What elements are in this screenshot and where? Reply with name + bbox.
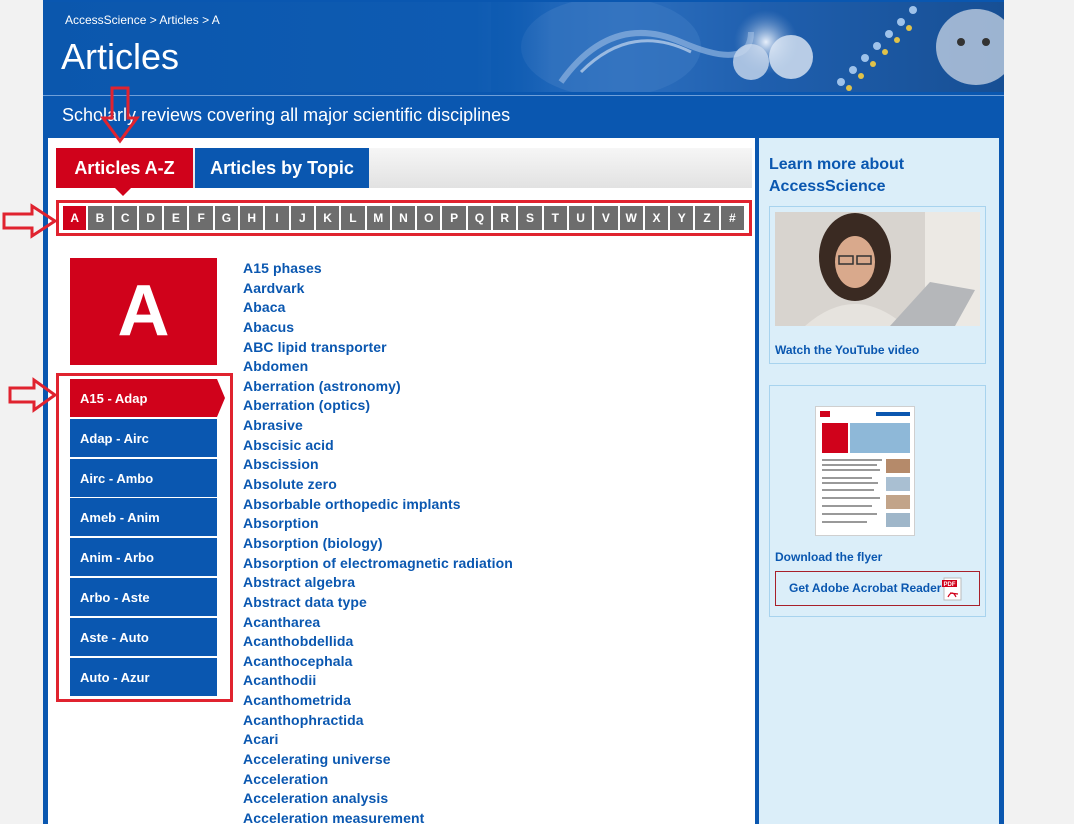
article-link[interactable]: Acanthobdellida [243,633,354,650]
list-item [243,810,513,824]
watch-youtube-video-link[interactable]: Watch the YouTube video [775,343,920,357]
article-link[interactable]: Acanthodii [243,672,317,689]
list-item [243,692,513,712]
download-flyer-link[interactable]: Download the flyer [775,550,883,564]
article-link[interactable]: Acanthophractida [243,711,364,728]
article-link[interactable]: Aardvark [243,279,305,296]
article-link[interactable]: Accelerating universe [243,751,391,768]
list-item [243,614,513,634]
list-item [243,515,513,535]
list-item [243,319,513,339]
article-link[interactable]: Absorption [243,515,319,532]
article-link[interactable]: Acceleration [243,770,329,787]
letter-w-button[interactable]: W [620,206,643,230]
letter-d-button[interactable]: D [139,206,162,230]
list-item [243,653,513,673]
article-link[interactable]: Abacus [243,318,295,335]
video-card [769,206,986,364]
letter-b-button[interactable]: B [88,206,111,230]
article-list [243,260,513,824]
list-item [243,731,513,751]
sidebar-heading: Learn more about AccessScience [769,156,905,195]
list-item [243,712,513,732]
article-link[interactable]: Abrasive [243,417,303,434]
article-link[interactable]: Aberration (astronomy) [243,377,401,394]
letter-o-button[interactable]: O [417,206,440,230]
tab-articles-by-topic[interactable]: Articles by Topic [195,148,369,188]
letter-l-button[interactable]: L [341,206,364,230]
hero-banner-image [491,2,1004,92]
article-link[interactable]: Abaca [243,299,286,316]
breadcrumb-current: A [211,13,220,27]
main-content [48,138,755,824]
range-item[interactable]: A15 - Adap [70,379,217,418]
breadcrumb [65,13,220,27]
letter-j-button[interactable]: J [291,206,314,230]
article-link[interactable]: Acanthocephala [243,652,353,669]
article-link[interactable]: Absorption of electromagnetic radiation [243,554,513,571]
list-item [243,260,513,280]
letter-v-button[interactable]: V [594,206,617,230]
letter-a-button[interactable]: A [63,206,86,230]
list-item [243,417,513,437]
article-link[interactable]: Abstract algebra [243,574,356,591]
page-title: Articles [61,36,180,77]
breadcrumb-articles-link[interactable]: Articles [159,13,199,27]
tab-bar [56,148,752,188]
range-item[interactable]: Auto - Azur [70,658,217,697]
range-item[interactable]: Anim - Arbo [70,538,217,577]
letter-f-button[interactable]: F [189,206,212,230]
letter-s-button[interactable]: S [518,206,541,230]
list-item [243,339,513,359]
letter-m-button[interactable]: M [367,206,390,230]
flyer-preview-image [816,407,915,536]
page-header [43,2,1004,92]
article-link[interactable]: A15 phases [243,260,322,276]
letter-n-button[interactable]: N [392,206,415,230]
article-link[interactable]: Abdomen [243,358,309,375]
letter-p-button[interactable]: P [442,206,465,230]
letter-e-button[interactable]: E [164,206,187,230]
letter-g-button[interactable]: G [215,206,238,230]
letter-c-button[interactable]: C [114,206,137,230]
list-item [243,574,513,594]
letter-hash-button[interactable]: # [721,206,744,230]
video-thumbnail[interactable] [775,212,980,326]
list-item [243,358,513,378]
letter-q-button[interactable]: Q [468,206,491,230]
breadcrumb-separator: > [146,13,160,27]
range-item[interactable]: Arbo - Aste [70,578,217,617]
list-item [243,771,513,791]
woman-with-laptop-image [775,212,980,326]
list-item [243,594,513,614]
current-letter-heading: A [70,258,217,365]
breadcrumb-separator: > [198,13,212,27]
flyer-thumbnail[interactable] [815,406,915,536]
article-link[interactable]: Aberration (optics) [243,397,371,414]
flyer-card [769,385,986,617]
list-item [243,378,513,398]
letter-h-button[interactable]: H [240,206,263,230]
list-item [243,555,513,575]
list-item [243,437,513,457]
list-item [243,299,513,319]
tab-articles-a-z[interactable]: Articles A-Z [56,148,193,188]
article-link[interactable]: Acceleration analysis [243,790,389,807]
article-link[interactable]: Absorbable orthopedic implants [243,495,461,512]
list-item [243,790,513,810]
breadcrumb-home-link[interactable]: AccessScience [65,13,147,27]
right-sidebar [759,138,999,824]
down-arrow-annotation-icon [100,86,140,144]
acrobat-button-label: Get Adobe Acrobat Reader [789,581,942,595]
list-item [243,397,513,417]
article-link[interactable]: Acanthometrida [243,692,351,709]
letter-u-button[interactable]: U [569,206,592,230]
right-arrow-annotation-icon [2,203,58,239]
list-item [243,476,513,496]
alphabet-letter-bar [56,200,752,236]
list-item [243,535,513,555]
list-item [243,672,513,692]
letter-x-button[interactable]: X [645,206,668,230]
range-item[interactable]: Aste - Auto [70,618,217,657]
letter-y-button[interactable]: Y [670,206,693,230]
article-link[interactable]: Abscission [243,456,319,473]
letter-r-button[interactable]: R [493,206,516,230]
range-item[interactable]: Airc - Ambo [70,459,217,498]
letter-z-button[interactable]: Z [695,206,718,230]
range-item[interactable]: Adap - Airc [70,419,217,458]
article-range-list [56,373,233,702]
letter-k-button[interactable]: K [316,206,339,230]
right-arrow-annotation-icon [8,377,58,413]
list-item [243,280,513,300]
article-link[interactable]: Abscisic acid [243,436,334,453]
range-item[interactable]: Ameb - Anim [70,498,217,537]
list-item [243,496,513,516]
article-link[interactable]: Acantharea [243,613,321,630]
list-item [243,633,513,653]
pdf-icon [942,577,964,601]
svg-text:PDF: PDF [943,582,956,588]
letter-t-button[interactable]: T [544,206,567,230]
article-link[interactable]: Absolute zero [243,476,337,493]
article-link[interactable]: Absorption (biology) [243,534,383,551]
letter-i-button[interactable]: I [265,206,288,230]
page-subtitle: Scholarly reviews covering all major scientific disciplines [62,105,511,125]
site-frame [43,0,1004,824]
article-link[interactable]: Abstract data type [243,593,367,610]
article-link[interactable]: Acceleration measurement [243,809,425,824]
get-adobe-acrobat-reader-button[interactable] [775,571,980,606]
article-link[interactable]: ABC lipid transporter [243,338,387,355]
subheader-bar [43,95,1004,135]
list-item [243,751,513,771]
list-item [243,456,513,476]
article-link[interactable]: Acari [243,731,279,748]
